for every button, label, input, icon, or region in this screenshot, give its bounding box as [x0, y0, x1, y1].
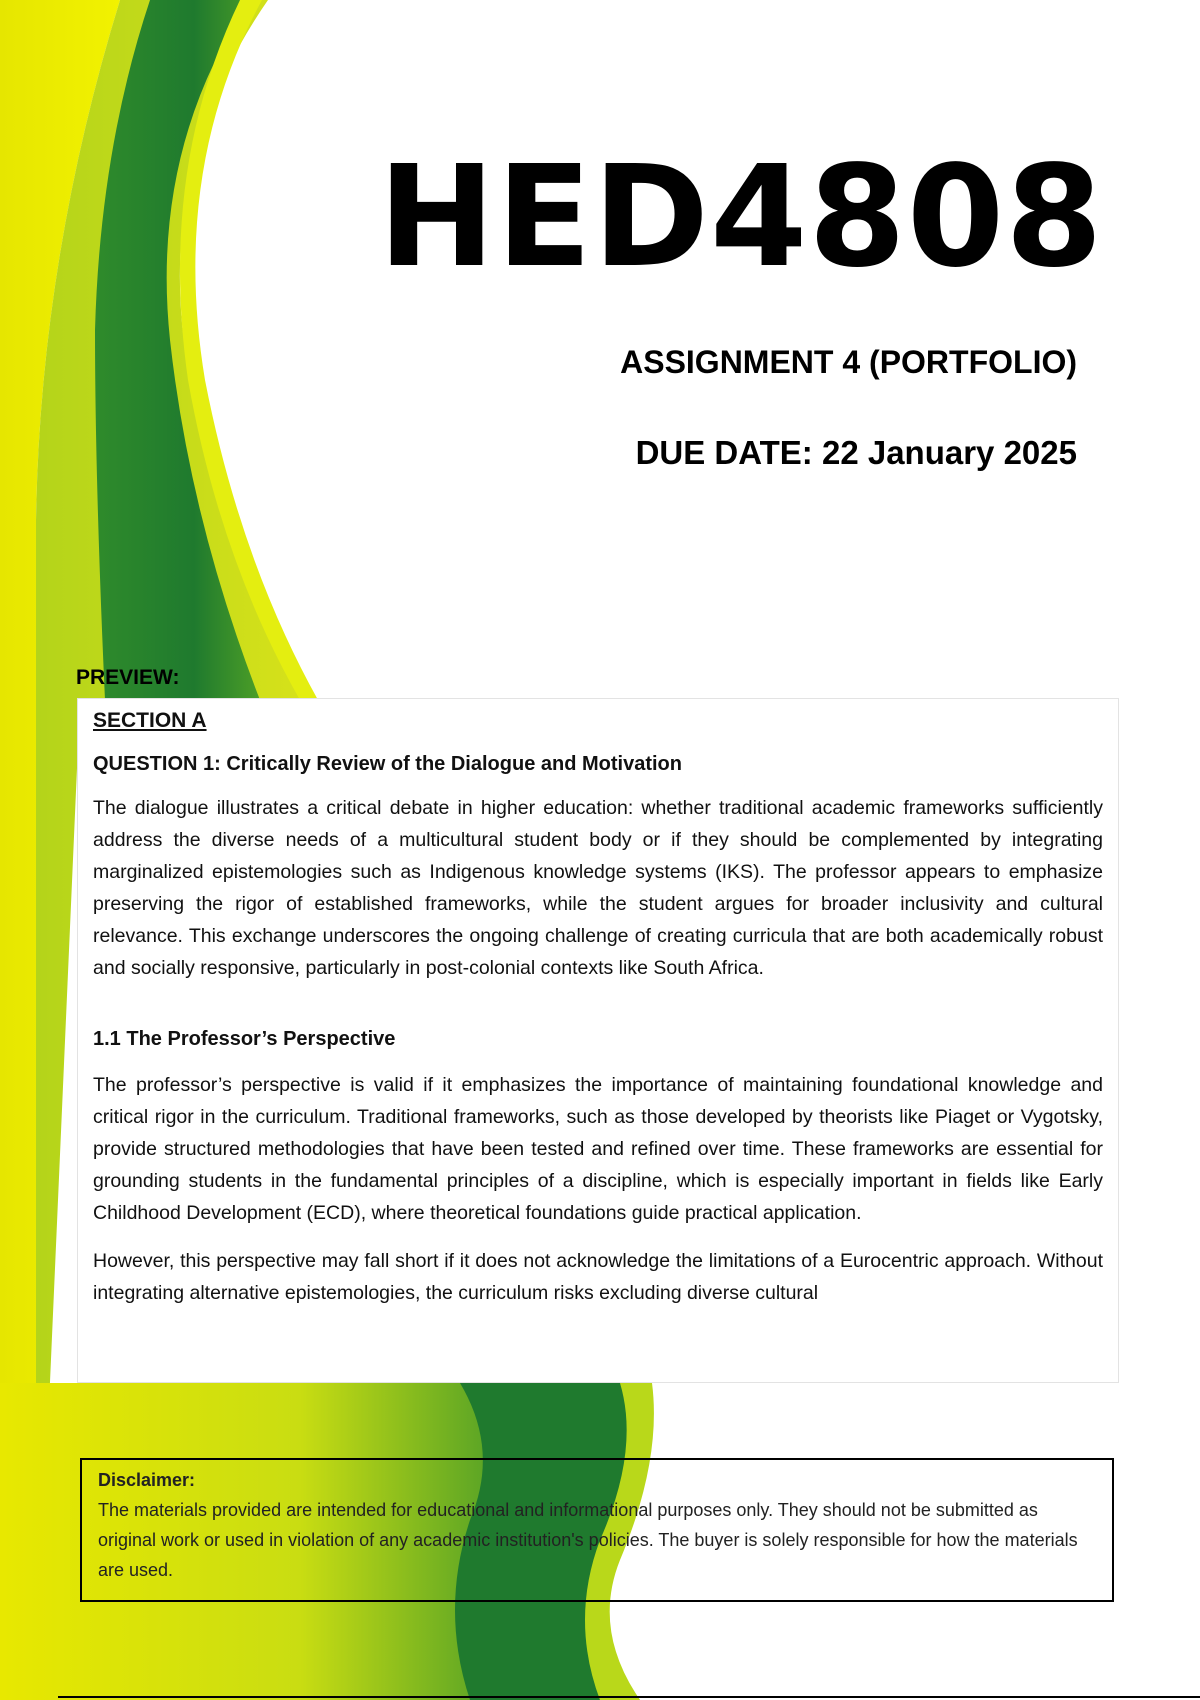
assignment-title: ASSIGNMENT 4 (PORTFOLIO) [620, 344, 1077, 380]
course-code-title: HED4808 [378, 136, 1104, 299]
due-date: DUE DATE: 22 January 2025 [635, 434, 1077, 471]
disclaimer-text: The materials provided are intended for educational and informational purposes only. They should not be submitted as original work or used in violation of any academic institution's policies. The buyer is solely responsible for how the materials are used. [98, 1500, 1078, 1580]
paragraph-professor-perspective: The professor’s perspective is valid if it emphasizes the importance of maintaining foundational knowledge and critical rigor in the curriculum. Traditional frameworks, such as those developed by theorists like Piaget or Vygotsky, provide structured methodologies that have been tested and refined over time. These frameworks are essential for grounding students in the fundamental principles of a discipline, which is especially important in fields like Early Childhood Development (ECD), where theoretical foundations guide practical application. [93, 1074, 1103, 1224]
disclaimer-title: Disclaimer: [98, 1470, 196, 1490]
professor-perspective-heading: 1.1 The Professor’s Perspective [93, 1028, 396, 1050]
preview-label: PREVIEW: [76, 666, 180, 689]
paragraph-however: However, this perspective may fall short if it does not acknowledge the limitations of a Eurocentric approach. Without integrating alternative epistemologies, the curriculum risks excluding diverse cultural [93, 1250, 1103, 1304]
section-heading: SECTION A [93, 709, 207, 732]
disclaimer-box [80, 1458, 1114, 1602]
bottom-divider [58, 1696, 1200, 1698]
paragraph-dialogue: The dialogue illustrates a critical debate in higher education: whether traditional academic frameworks sufficiently address the diverse needs of a multicultural student body or if they should be complemented by integrating marginalized epistemologies such as Indigenous knowledge systems (IKS). The professor appears to emphasize preserving the rigor of established frameworks, while the student argues for broader inclusivity and cultural relevance. This exchange underscores the ongoing challenge of creating curricula that are both academically robust and socially responsive, particularly in post-colonial contexts like South Africa. [93, 797, 1103, 979]
question-heading: QUESTION 1: Critically Review of the Dialogue and Motivation [93, 753, 682, 775]
preview-excerpt-box [77, 698, 1119, 1383]
